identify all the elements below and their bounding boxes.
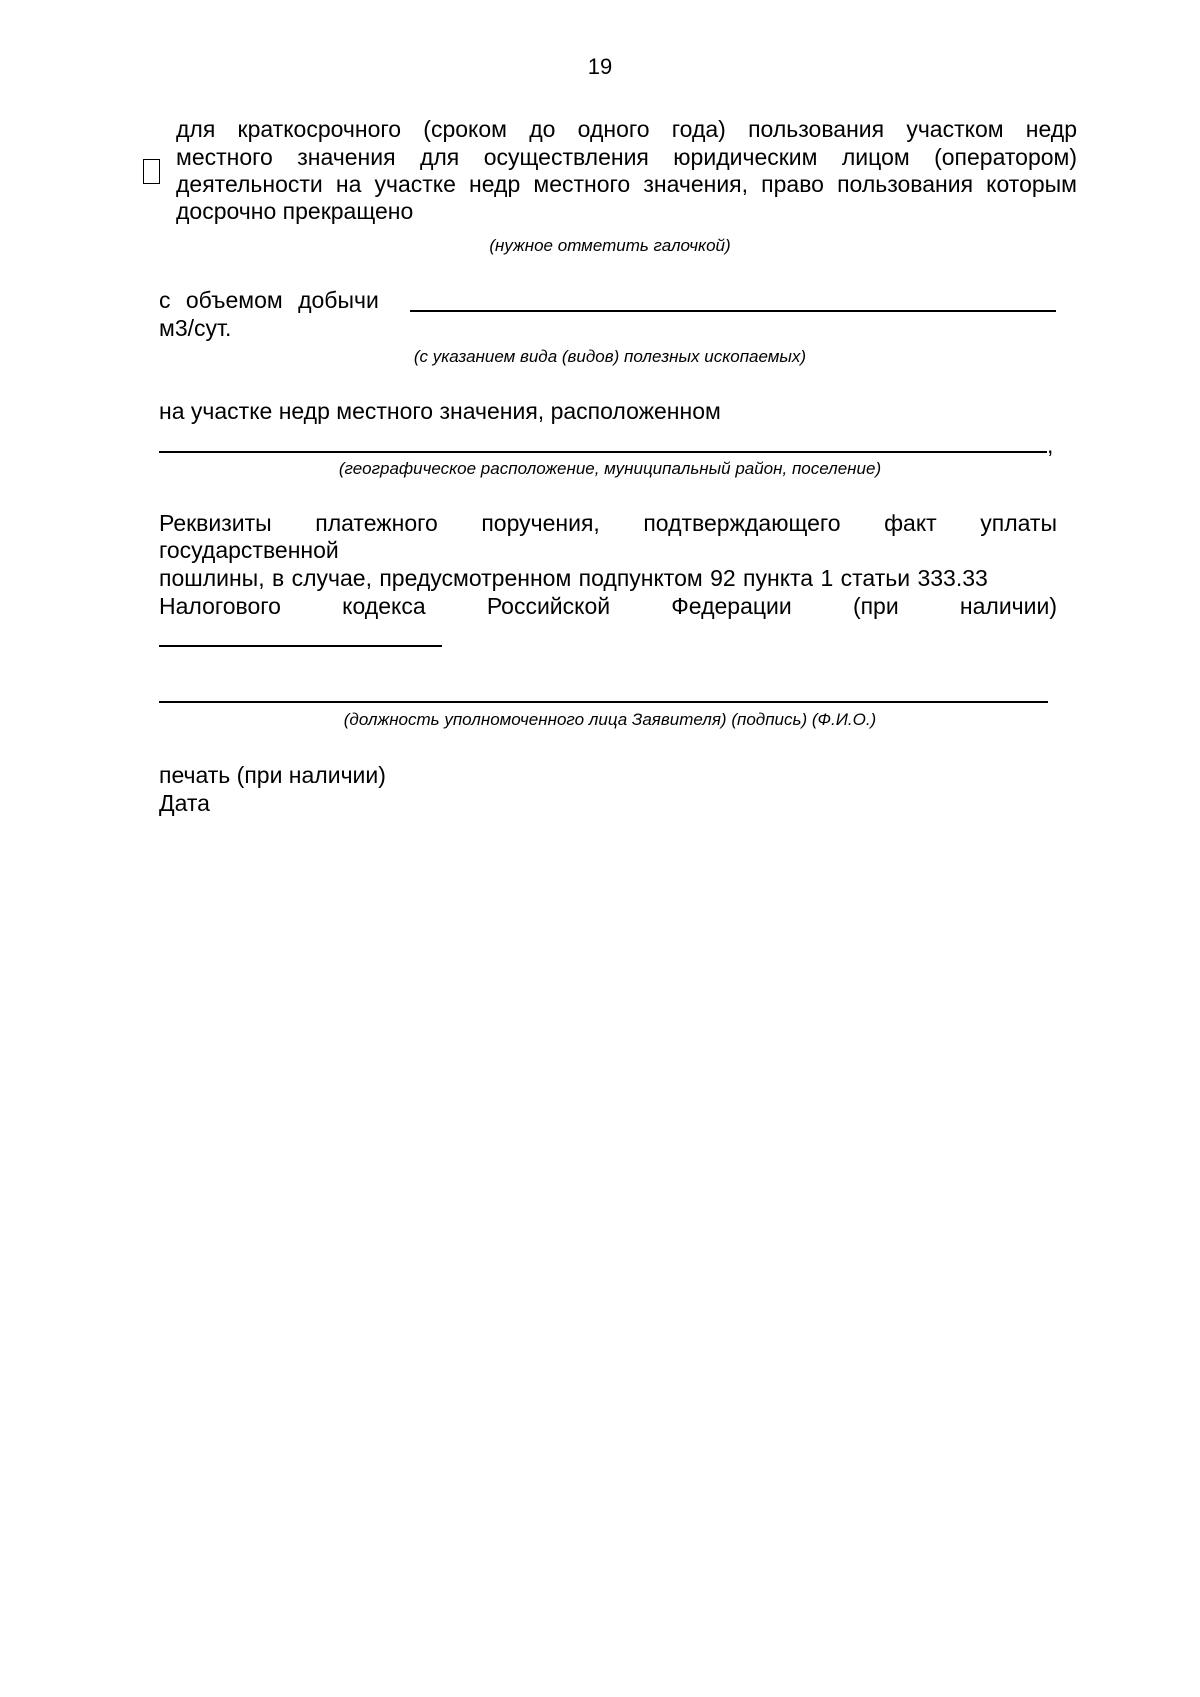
signature-line[interactable] bbox=[159, 701, 1048, 703]
option-checkbox[interactable] bbox=[143, 159, 160, 184]
option-line-4: досрочно прекращено bbox=[176, 198, 414, 224]
checkbox-hint: (нужное отметить галочкой) bbox=[489, 236, 731, 255]
signature-hint: (должность уполномоченного лица Заявителя) (подпись) (Ф.И.О.) bbox=[343, 710, 877, 729]
volume-hint: (с указанием вида (видов) полезных ископаемых) bbox=[413, 347, 807, 366]
payment-line-1: Реквизиты платежного поручения, подтверждающего факт уплаты bbox=[159, 510, 1057, 536]
location-hint: (географическое расположение, муниципальный район, поселение) bbox=[338, 459, 882, 478]
location-input-line[interactable] bbox=[159, 451, 1047, 453]
date-label: Дата bbox=[159, 790, 210, 816]
seal-label: печать (при наличии) bbox=[159, 762, 386, 788]
location-label: на участке недр местного значения, расположенном bbox=[159, 398, 721, 424]
volume-label: с объемом добычи bbox=[159, 287, 379, 313]
option-text bbox=[176, 114, 1077, 226]
option-line-1: для краткосрочного (сроком до одного года) пользования участком недр bbox=[176, 116, 1077, 142]
page-number: 19 bbox=[587, 54, 613, 79]
payment-line-4: Налогового кодекса Российской Федерации (при наличии) bbox=[159, 593, 1057, 619]
option-line-3: деятельности на участке недр местного значения, право пользования которым bbox=[176, 171, 1077, 197]
payment-input-line[interactable] bbox=[159, 645, 442, 647]
payment-block bbox=[159, 508, 1057, 621]
payment-line-2: государственной bbox=[159, 537, 339, 563]
option-line-2: местного значения для осуществления юридическим лицом (оператором) bbox=[176, 144, 1077, 170]
payment-line-3: пошлины, в случае, предусмотренном подпунктом 92 пункта 1 статьи 333.33 bbox=[159, 565, 988, 591]
location-comma: , bbox=[1047, 432, 1054, 458]
volume-unit: м3/сут. bbox=[159, 315, 232, 341]
volume-input-line[interactable] bbox=[410, 310, 1056, 312]
